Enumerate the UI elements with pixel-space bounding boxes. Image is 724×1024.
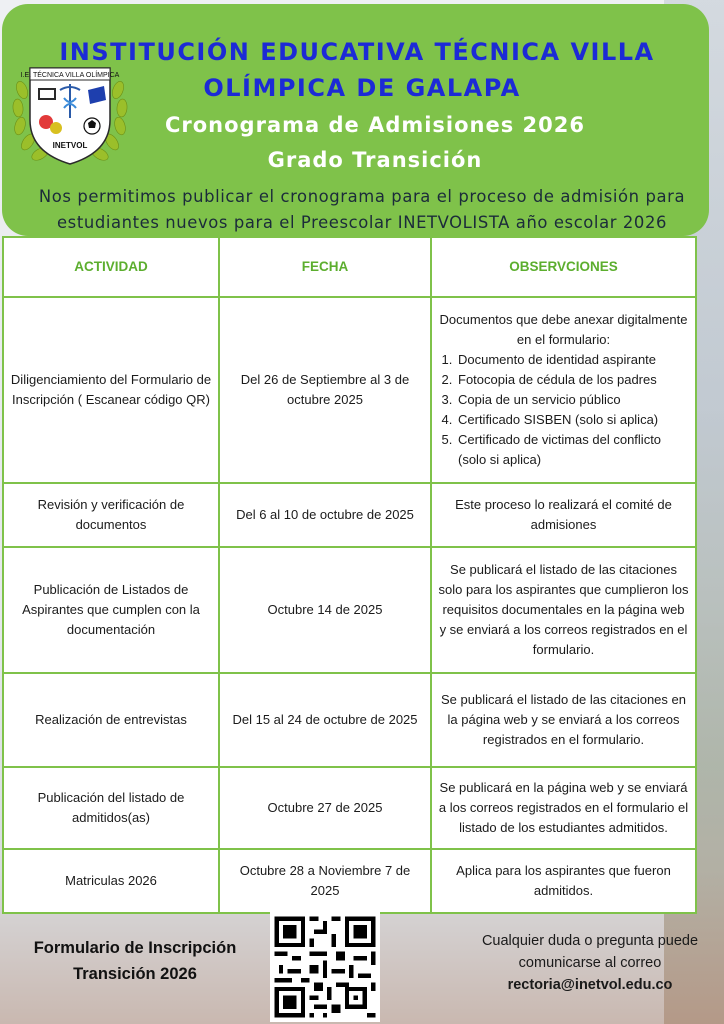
- intro-line-1: Nos permitimos publicar el cronograma para el proceso de admisión para: [38, 187, 686, 206]
- cell-observaciones: Este proceso lo realizará el comité de admisiones: [431, 483, 696, 547]
- col-header-fecha: FECHA: [219, 237, 431, 297]
- cell-fecha: Octubre 28 a Noviembre 7 de 2025: [219, 849, 431, 913]
- cell-actividad: Publicación de Listados de Aspirantes que cumplen con la documentación: [3, 547, 219, 673]
- list-item: 2. Fotocopia de cédula de los padres: [456, 370, 689, 390]
- form-caption-line-1: Formulario de Inscripción: [33, 939, 237, 957]
- contact-line-2: comunicarse al correo: [518, 955, 662, 971]
- form-caption-line-2: Transición 2026: [73, 965, 197, 983]
- logo-bottom-text: INETVOL: [52, 141, 88, 150]
- cell-observaciones: Aplica para los aspirantes que fueron admitidos.: [431, 849, 696, 913]
- contact-line-1: Cualquier duda o pregunta puede: [481, 933, 699, 949]
- cell-observaciones: Se publicará el listado de las citaciones en la página web y se enviará a los correos registrados en el formulario.: [431, 673, 696, 767]
- cell-actividad: Publicación del listado de admitidos(as): [3, 767, 219, 849]
- cell-actividad: Revisión y verificación de documentos: [3, 483, 219, 547]
- title-line-1: INSTITUCIÓN EDUCATIVA TÉCNICA VILLA: [59, 38, 655, 66]
- cell-fecha: Del 6 al 10 de octubre de 2025: [219, 483, 431, 547]
- cell-fecha: Del 26 de Septiembre al 3 de octubre 2025: [219, 297, 431, 483]
- cell-fecha: Del 15 al 24 de octubre de 2025: [219, 673, 431, 767]
- cell-fecha: Octubre 27 de 2025: [219, 767, 431, 849]
- contact-info: [450, 930, 724, 996]
- table-row: [3, 673, 696, 767]
- table-row: [3, 767, 696, 849]
- logo-top-text: I.E. TÉCNICA VILLA OLÍMPICA: [20, 72, 120, 79]
- documents-list: [438, 350, 689, 470]
- table-row: [3, 547, 696, 673]
- col-header-observaciones: OBSERVCIONES: [431, 237, 696, 297]
- cell-actividad: Diligenciamiento del Formulario de Inscripción ( Escanear código QR): [3, 297, 219, 483]
- subtitle-grado: Grado Transición: [267, 148, 483, 172]
- list-item: 1. Documento de identidad aspirante: [456, 350, 689, 370]
- list-item: 3. Copia de un servicio público: [456, 390, 689, 410]
- col-header-actividad: ACTIVIDAD: [3, 237, 219, 297]
- table-row: [3, 297, 696, 483]
- admissions-schedule-table: [2, 236, 697, 914]
- table-header-row: [3, 237, 696, 297]
- list-item: 5. Certificado de victimas del conflicto (solo si aplica): [456, 430, 689, 470]
- cell-observaciones: Se publicará el listado de las citaciones solo para los aspirantes que cumplieron los requisitos documentales en la página web y se enviará a los correos registrados en el formulario.: [431, 547, 696, 673]
- table-row: [3, 849, 696, 913]
- intro-line-2: estudiantes nuevos para el Preescolar INETVOLISTA año escolar 2026: [57, 213, 667, 232]
- cell-actividad: Realización de entrevistas: [3, 673, 219, 767]
- page-title: [2, 34, 702, 106]
- form-caption: [0, 935, 270, 987]
- obs-intro: Documentos que debe anexar digitalmente en el formulario:: [439, 312, 688, 347]
- title-line-2: OLÍMPICA DE GALAPA: [203, 74, 521, 102]
- cell-fecha: Octubre 14 de 2025: [219, 547, 431, 673]
- table-row: [3, 483, 696, 547]
- list-item: 4. Certificado SISBEN (solo si aplica): [456, 410, 689, 430]
- cell-observaciones: [431, 297, 696, 483]
- registration-qr-code[interactable]: [270, 912, 380, 1022]
- cell-observaciones: Se publicará en la página web y se enviará a los correos registrados en el formulario el listado de los estudiantes admitidos.: [431, 767, 696, 849]
- intro-paragraph: [0, 184, 724, 236]
- contact-email[interactable]: rectoria@inetvol.edu.co: [507, 977, 673, 993]
- subtitle-cronograma: Cronograma de Admisiones 2026: [164, 113, 586, 137]
- cell-actividad: Matriculas 2026: [3, 849, 219, 913]
